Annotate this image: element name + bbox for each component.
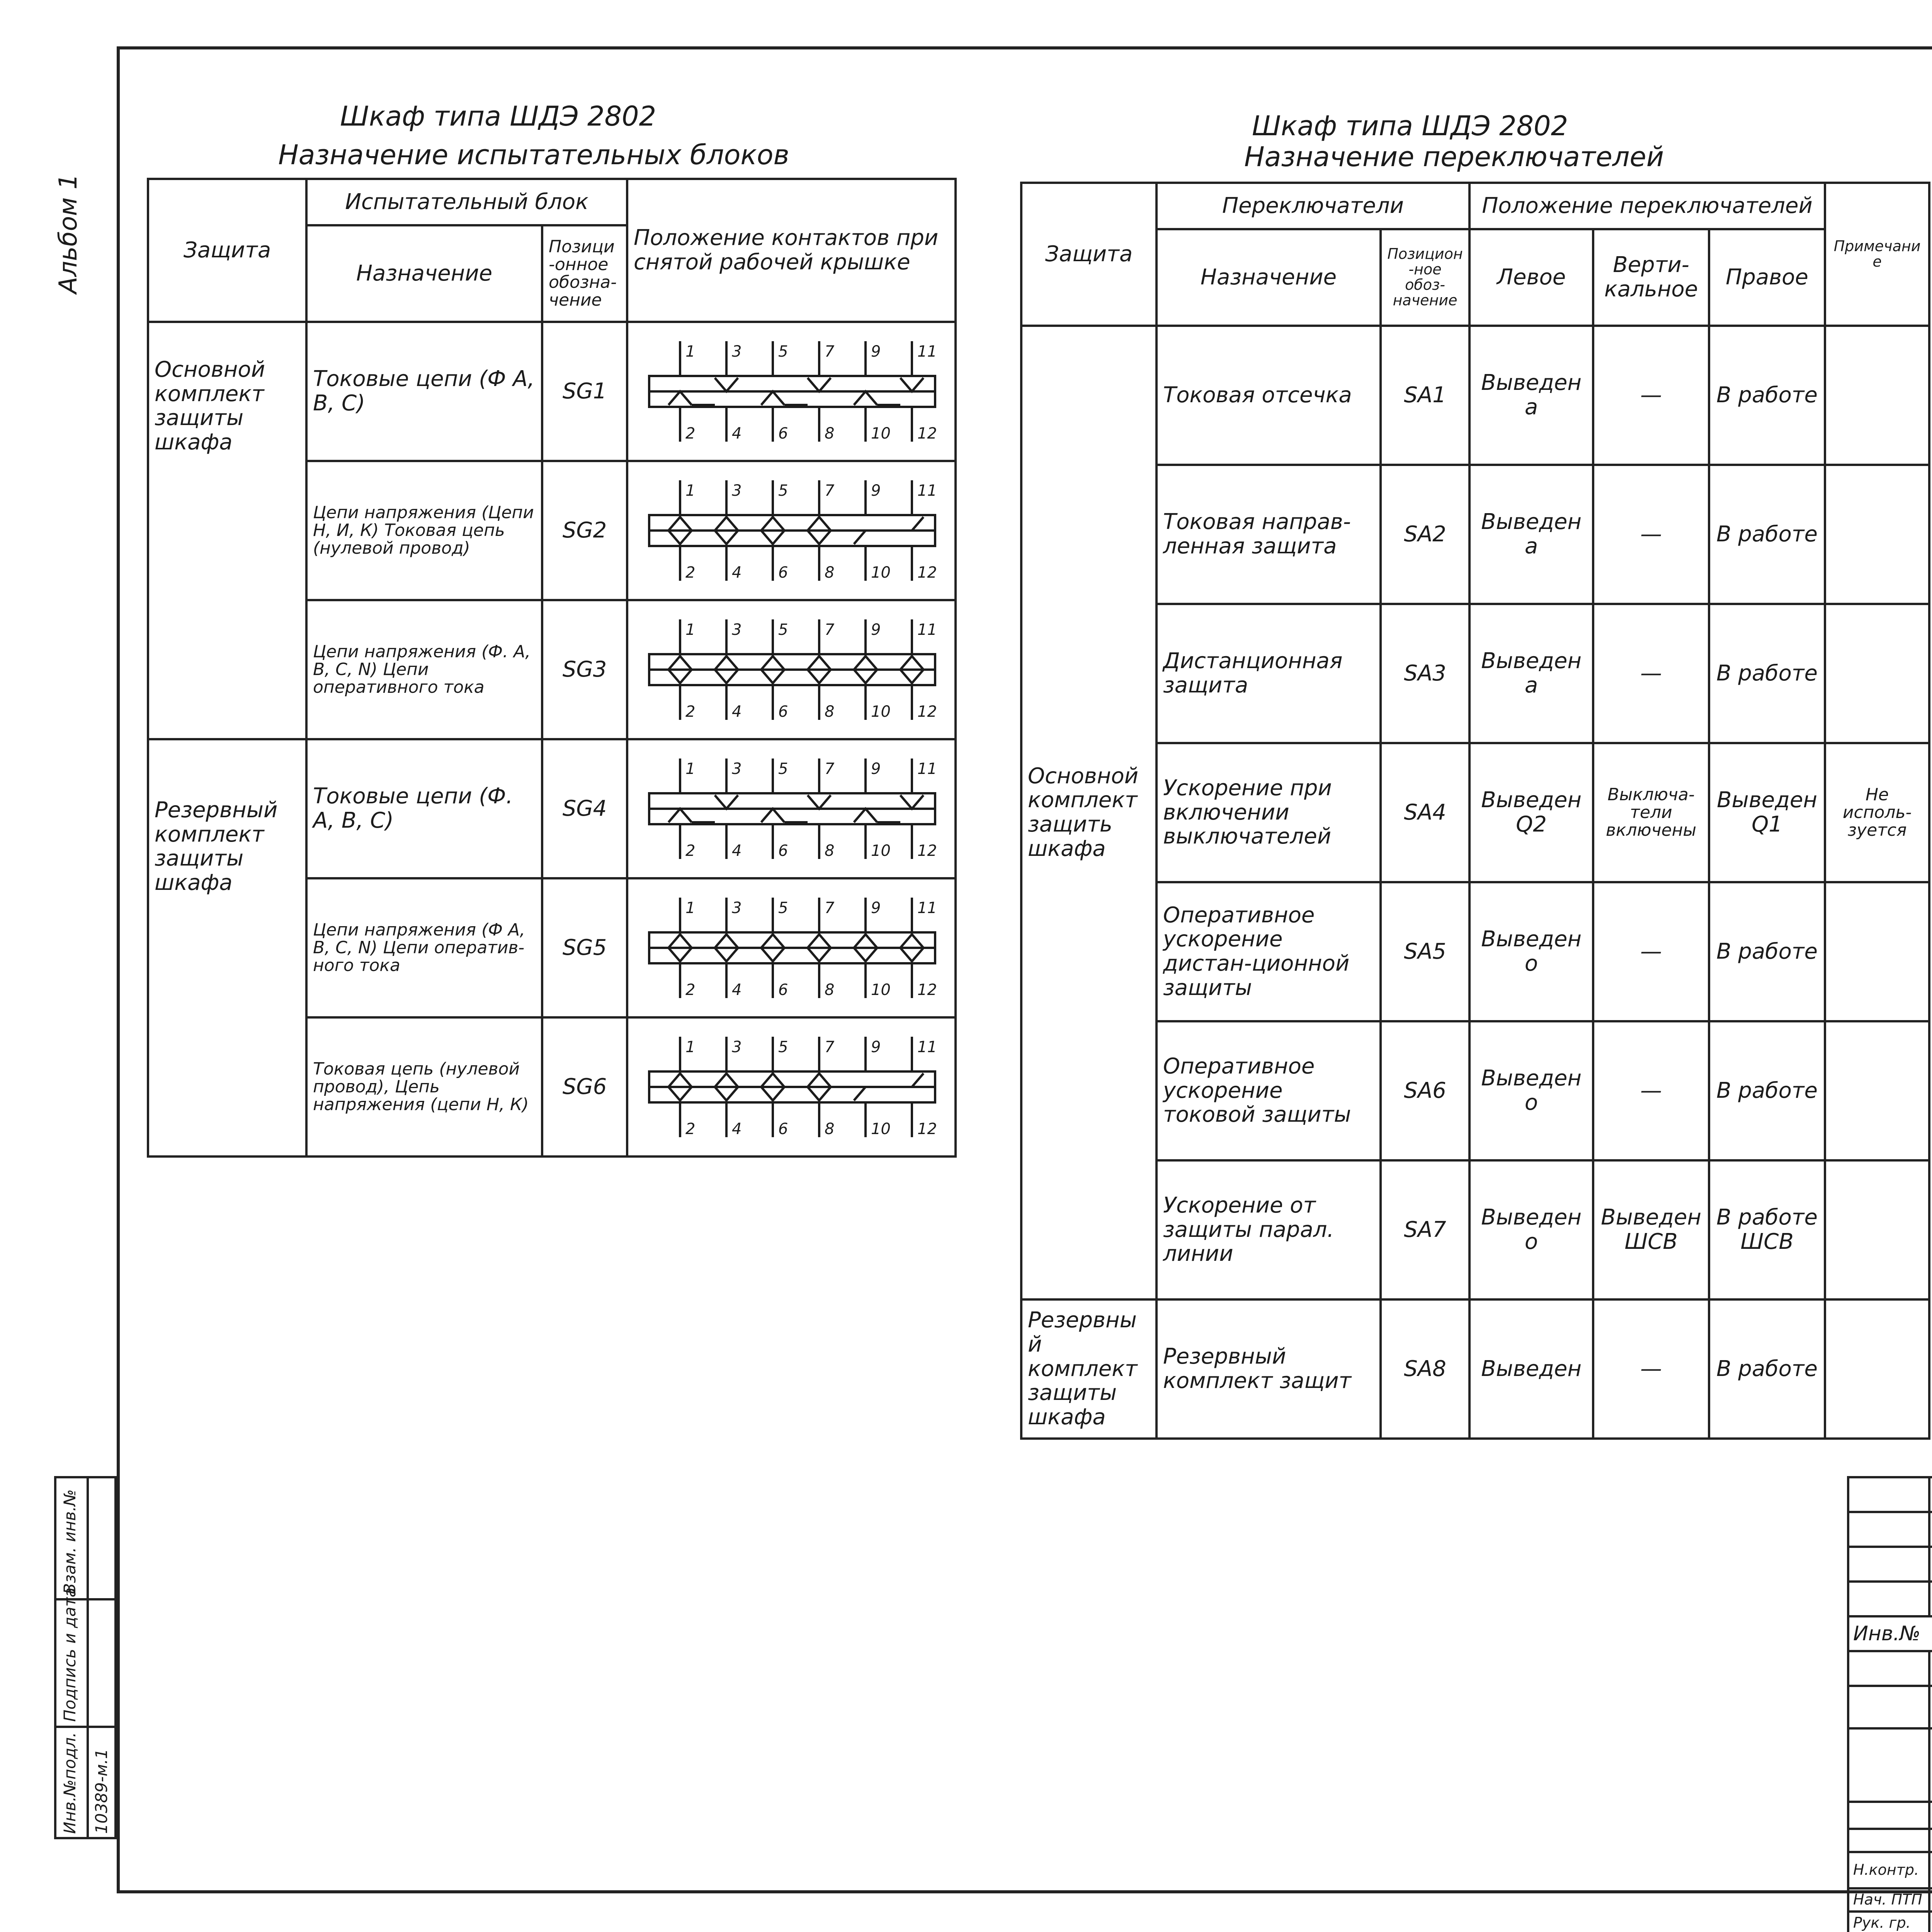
contact-jumper [900, 795, 923, 809]
album-label: Альбом 1 [54, 173, 83, 294]
switches-table [1020, 182, 1930, 1440]
contact-jumper [854, 391, 877, 405]
t2-h-purpose: Назначение [1156, 229, 1381, 326]
contact-bottom-number: 12 [917, 425, 937, 442]
t2-h-pos: Позицион-ное обоз-начение [1381, 229, 1469, 326]
contact-top-number: 1 [685, 1038, 696, 1056]
t2-note [1825, 465, 1929, 604]
t2-pos: SA7 [1381, 1160, 1469, 1299]
contact-top-number: 11 [917, 899, 937, 917]
contact-top-number: 11 [917, 621, 937, 639]
contact-bottom-number: 8 [825, 425, 835, 442]
contact-bottom-number: 4 [732, 425, 742, 442]
stamp-person [1929, 1852, 1932, 1888]
contact-top-number: 1 [685, 621, 696, 639]
contact-top-number: 9 [871, 760, 881, 778]
contact-jumper [808, 795, 831, 809]
t1-pos: SG3 [542, 600, 627, 739]
t1-h-test-block: Испытательный блок [306, 179, 627, 225]
title-block [1847, 1476, 1932, 1932]
t1-h-protection: Защита [148, 179, 306, 322]
t1-group-main: Основной комплект защиты шкафа [148, 322, 306, 739]
stamp-role: Н.контр. [1848, 1852, 1929, 1888]
t2-left: Выведено [1469, 882, 1593, 1021]
contact-top-number: 7 [825, 482, 835, 500]
stamp-role: Нач. ПТП [1848, 1888, 1929, 1912]
contact-bottom-number: 4 [732, 842, 742, 860]
t2-purpose: Ускорение при включении выключателей [1156, 743, 1381, 882]
sign-date-label: Подпись и дата [60, 1587, 79, 1722]
t2-purpose: Ускорение от защиты парал. линии [1156, 1160, 1381, 1299]
contact-bottom-number: 10 [871, 425, 891, 442]
contact-top-number: 7 [825, 621, 835, 639]
t2-group-reserve: Резервный комплект защиты шкафа [1021, 1299, 1156, 1439]
t2-note: Не исполь-зуется [1825, 743, 1929, 882]
stamp-person [1929, 1888, 1932, 1912]
contacts-diagram [634, 751, 951, 867]
contact-bottom-number: 2 [685, 842, 696, 860]
contact-top-number: 7 [825, 343, 835, 361]
contact-top-number: 1 [685, 343, 696, 361]
t2-pos: SA5 [1381, 882, 1469, 1021]
contact-jumper [808, 378, 831, 391]
contact-bottom-number: 6 [778, 425, 788, 442]
t2-note [1825, 1160, 1929, 1299]
contact-bottom-number: 2 [685, 425, 696, 442]
t2-purpose: Дистанционная защита [1156, 604, 1381, 743]
t1-contacts-cell [627, 1017, 956, 1156]
contact-bottom-number: 10 [871, 981, 891, 999]
contact-top-number: 1 [685, 482, 696, 500]
t2-note [1825, 326, 1929, 465]
contact-top-number: 5 [778, 621, 788, 639]
t2-vert: — [1593, 604, 1709, 743]
t2-right: В работе [1709, 465, 1825, 604]
contact-jumper [900, 378, 923, 391]
t1-contacts-cell [627, 600, 956, 739]
contact-top-number: 9 [871, 482, 881, 500]
t2-note [1825, 604, 1929, 743]
t1-pos: SG1 [542, 322, 627, 461]
contact-bottom-number: 10 [871, 842, 891, 860]
contact-bottom-number: 12 [917, 842, 937, 860]
contact-bottom-number: 6 [778, 564, 788, 582]
contact-bottom-number: 8 [825, 564, 835, 582]
contact-bottom-number: 12 [917, 1120, 937, 1138]
t1-contacts-cell [627, 878, 956, 1017]
t2-left: Выведена [1469, 326, 1593, 465]
t2-vert: — [1593, 465, 1709, 604]
contact-bottom-number: 12 [917, 981, 937, 999]
contact-top-number: 3 [732, 899, 742, 917]
contact-bottom-number: 2 [685, 981, 696, 999]
t2-left: Выведен [1469, 1299, 1593, 1439]
t2-vert: Выключа-тели включены [1593, 743, 1709, 882]
t1-pos: SG4 [542, 739, 627, 878]
contact-bottom-number: 8 [825, 1120, 835, 1138]
contact-top-number: 9 [871, 343, 881, 361]
t1-h-purpose: Назначение [306, 225, 542, 322]
t2-vert: — [1593, 1299, 1709, 1439]
t2-right: В работе [1709, 604, 1825, 743]
contact-top-number: 3 [732, 760, 742, 778]
contact-bottom-number: 4 [732, 981, 742, 999]
t2-purpose: Оперативное ускорение дистан-ционной защиты [1156, 882, 1381, 1021]
contact-top-number: 3 [732, 1038, 742, 1056]
contact-top-number: 3 [732, 621, 742, 639]
contact-bottom-number: 4 [732, 564, 742, 582]
contact-bottom-number: 10 [871, 564, 891, 582]
contact-bottom-number: 10 [871, 1120, 891, 1138]
t2-left: Выведено [1469, 1021, 1593, 1160]
stamp-person [1929, 1912, 1932, 1932]
t2-pos: SA6 [1381, 1021, 1469, 1160]
left-stamp-strip [54, 1476, 117, 1839]
contact-jumper [854, 517, 923, 544]
t2-right: В работе [1709, 1299, 1825, 1439]
contact-bottom-number: 6 [778, 1120, 788, 1138]
t2-purpose: Оперативное ускорение токовой защиты [1156, 1021, 1381, 1160]
t1-pos: SG2 [542, 461, 627, 600]
contact-top-number: 3 [732, 343, 742, 361]
t2-purpose: Токовая направ-ленная защита [1156, 465, 1381, 604]
table1-subtitle: Назначение испытательных блоков [278, 139, 789, 171]
inv-original-label: Инв.№подл. [60, 1732, 79, 1834]
t2-vert: Выведен ШСВ [1593, 1160, 1709, 1299]
contacts-diagram [634, 333, 951, 449]
test-blocks-table [147, 178, 957, 1158]
t1-group-reserve: Резервный комплект защиты шкафа [148, 739, 306, 1156]
t2-h-position: Положение переключателей [1469, 183, 1825, 229]
contact-bottom-number: 8 [825, 703, 835, 721]
t2-vert: — [1593, 1021, 1709, 1160]
t2-pos: SA3 [1381, 604, 1469, 743]
t1-contacts-cell [627, 461, 956, 600]
contact-top-number: 7 [825, 899, 835, 917]
contact-top-number: 5 [778, 343, 788, 361]
contact-bottom-number: 12 [917, 703, 937, 721]
contact-top-number: 5 [778, 760, 788, 778]
t2-purpose: Токовая отсечка [1156, 326, 1381, 465]
t2-right: В работе ШСВ [1709, 1160, 1825, 1299]
t2-pos: SA2 [1381, 465, 1469, 604]
t1-contacts-cell [627, 322, 956, 461]
contact-top-number: 11 [917, 1038, 937, 1056]
t2-right: Выведен Q1 [1709, 743, 1825, 882]
contact-top-number: 1 [685, 899, 696, 917]
contact-bottom-number: 2 [685, 1120, 696, 1138]
t1-pos: SG6 [542, 1017, 627, 1156]
t2-pos: SA8 [1381, 1299, 1469, 1439]
contact-jumper [668, 391, 692, 405]
contact-top-number: 9 [871, 1038, 881, 1056]
t2-right: В работе [1709, 882, 1825, 1021]
t2-h-switches: Переключатели [1156, 183, 1469, 229]
contact-top-number: 5 [778, 482, 788, 500]
t1-h-pos: Позици-онное обозна-чение [542, 225, 627, 322]
contact-top-number: 11 [917, 343, 937, 361]
t2-h-left: Левое [1469, 229, 1593, 326]
t1-purpose: Цепи напряжения (Ф А, В, С, N) Цепи оператив-ного тока [306, 878, 542, 1017]
contact-bottom-number: 10 [871, 703, 891, 721]
contacts-diagram [634, 1029, 951, 1145]
contact-bottom-number: 2 [685, 564, 696, 582]
table2-title: Шкаф типа ШДЭ 2802 [1252, 110, 1568, 142]
contact-jumper [761, 809, 784, 822]
table2-subtitle: Назначение переключателей [1244, 141, 1664, 173]
t1-purpose: Токовые цепи (Ф. А, В, С) [306, 739, 542, 878]
table1-title: Шкаф типа ШДЭ 2802 [340, 100, 656, 132]
t2-right: В работе [1709, 326, 1825, 465]
contact-jumper [715, 795, 738, 809]
t2-left: Выведен Q2 [1469, 743, 1593, 882]
t1-h-contacts: Положение контактов при снятой рабочей крышке [627, 179, 956, 322]
contact-top-number: 9 [871, 621, 881, 639]
t2-right: В работе [1709, 1021, 1825, 1160]
t1-purpose: Цепи напряжения (Ф. А, В, С, N) Цепи оперативного тока [306, 600, 542, 739]
stamp-role: Рук. гр. [1848, 1912, 1929, 1932]
contact-bottom-number: 8 [825, 842, 835, 860]
contact-top-number: 7 [825, 760, 835, 778]
contact-bottom-number: 4 [732, 703, 742, 721]
left-doc-number: 10389-м.1 [92, 1748, 111, 1834]
contacts-diagram [634, 473, 951, 588]
contact-jumper [854, 809, 877, 822]
t2-left: Выведено [1469, 1160, 1593, 1299]
t2-note [1825, 1299, 1929, 1439]
t2-note [1825, 882, 1929, 1021]
contact-jumper [668, 809, 692, 822]
t2-left: Выведена [1469, 465, 1593, 604]
replace-inv-label: Взам. инв.№ [60, 1489, 79, 1594]
contact-bottom-number: 6 [778, 842, 788, 860]
contact-jumper [761, 391, 784, 405]
t2-group-main: Основной комплект защить шкафа [1021, 326, 1156, 1299]
t1-contacts-cell [627, 739, 956, 878]
contact-bottom-number: 12 [917, 564, 937, 582]
contact-top-number: 1 [685, 760, 696, 778]
contact-top-number: 3 [732, 482, 742, 500]
t2-note [1825, 1021, 1929, 1160]
t1-purpose: Токовая цепь (нулевой провод), Цепь напряжения (цепи Н, К) [306, 1017, 542, 1156]
contact-top-number: 5 [778, 1038, 788, 1056]
t2-h-protection: Защита [1021, 183, 1156, 326]
contact-top-number: 7 [825, 1038, 835, 1056]
contacts-diagram [634, 890, 951, 1006]
t2-left: Выведена [1469, 604, 1593, 743]
contact-top-number: 9 [871, 899, 881, 917]
contacts-diagram [634, 612, 951, 728]
t2-purpose: Резервный комплект защит [1156, 1299, 1381, 1439]
t2-vert: — [1593, 326, 1709, 465]
t1-pos: SG5 [542, 878, 627, 1017]
t2-pos: SA4 [1381, 743, 1469, 882]
t1-purpose: Токовые цепи (Ф А, В, С) [306, 322, 542, 461]
contact-jumper [854, 1073, 923, 1100]
t1-purpose: Цепи напряжения (Цепи Н, И, К) Токовая цепь (нулевой провод) [306, 461, 542, 600]
contact-top-number: 11 [917, 482, 937, 500]
t2-vert: — [1593, 882, 1709, 1021]
stamp-inv: Инв.№ [1848, 1616, 1932, 1651]
t2-pos: SA1 [1381, 326, 1469, 465]
contact-bottom-number: 6 [778, 703, 788, 721]
contact-jumper [715, 378, 738, 391]
contact-bottom-number: 8 [825, 981, 835, 999]
t2-h-vert: Верти-кальное [1593, 229, 1709, 326]
contact-bottom-number: 4 [732, 1120, 742, 1138]
contact-top-number: 11 [917, 760, 937, 778]
t2-h-right: Правое [1709, 229, 1825, 326]
contact-bottom-number: 6 [778, 981, 788, 999]
contact-bottom-number: 2 [685, 703, 696, 721]
contact-top-number: 5 [778, 899, 788, 917]
t2-h-note: Примечание [1825, 183, 1929, 326]
